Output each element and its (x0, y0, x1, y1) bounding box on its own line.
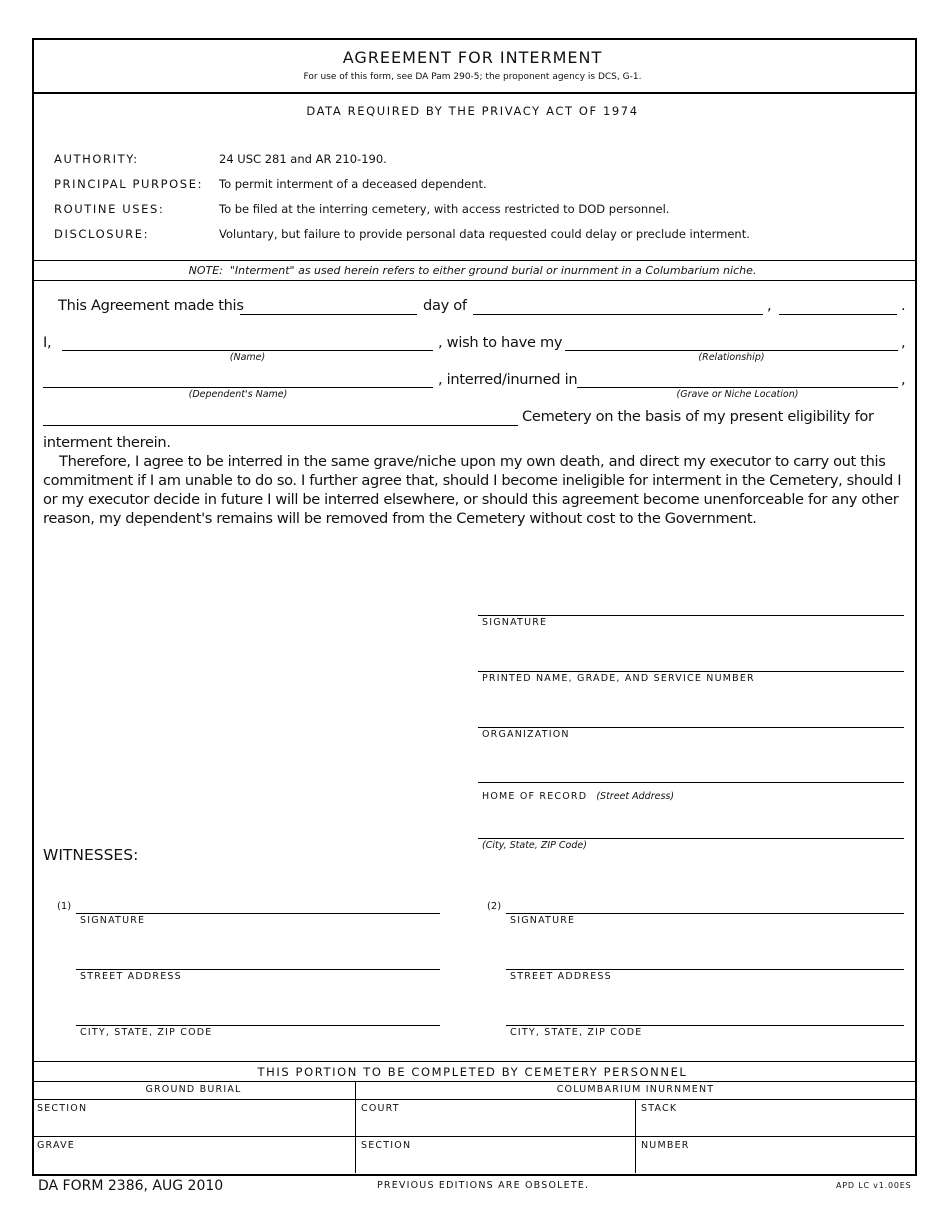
columbarium-section-label[interactable]: SECTION (361, 1140, 412, 1151)
wish-label: , wish to have my (438, 334, 563, 351)
form-subtitle: For use of this form, see DA Pam 290-5; the proponent agency is DCS, G-1. (303, 72, 642, 82)
city-caption: (City, State, ZIP Code) (482, 840, 587, 851)
relationship-caption: (Relationship) (698, 352, 765, 363)
name-caption: (Name) (229, 352, 266, 363)
privacy-label-authority: AUTHORITY: (54, 152, 139, 166)
privacy-divider (32, 260, 915, 261)
made-month-field[interactable] (473, 314, 763, 315)
printed-name-label: PRINTED NAME, GRADE, AND SERVICE NUMBER (482, 673, 755, 684)
cemetery-row-divider (32, 1136, 915, 1137)
i-label: I, (43, 334, 52, 351)
columbarium-court-label[interactable]: COURT (361, 1103, 400, 1114)
header-divider (32, 92, 915, 94)
made-day-field[interactable] (240, 314, 417, 315)
witness-2-number: (2) (487, 901, 502, 912)
relationship-field[interactable] (565, 350, 898, 351)
witness-1-number: (1) (57, 901, 72, 912)
signature-field[interactable] (478, 615, 904, 616)
location-field[interactable] (577, 387, 898, 388)
cemetery-col-divider-1 (355, 1081, 356, 1173)
ground-burial-header: GROUND BURIAL (145, 1084, 242, 1095)
form-number: DA FORM 2386, AUG 2010 (38, 1178, 224, 1194)
privacy-heading: DATA REQUIRED BY THE PRIVACY ACT OF 1974 (306, 104, 639, 118)
version-label: APD LC v1.00ES (836, 1181, 912, 1190)
privacy-label-disclosure: DISCLOSURE: (54, 227, 150, 241)
cemetery-name-field[interactable] (43, 425, 518, 426)
home-record-text: HOME OF RECORD (482, 791, 588, 802)
location-caption: (Grave or Niche Location) (676, 389, 799, 400)
obsolete-note: PREVIOUS EDITIONS ARE OBSOLETE. (377, 1180, 590, 1191)
cemetery-top-divider (32, 1061, 915, 1062)
witness-1-signature-field[interactable] (76, 913, 440, 914)
home-city-field[interactable] (478, 838, 904, 839)
interred-label: , interred/inurned in (438, 371, 578, 388)
note-line (32, 264, 913, 277)
comma-1: , (767, 297, 772, 314)
columbarium-number-label[interactable]: NUMBER (641, 1140, 690, 1151)
note-prefix: NOTE: (188, 264, 223, 277)
signature-label: SIGNATURE (482, 617, 548, 628)
made-this-label: This Agreement made this (58, 297, 244, 314)
printed-name-field[interactable] (478, 671, 904, 672)
witness-1-signature-label: SIGNATURE (80, 915, 146, 926)
ground-grave-label[interactable]: GRAVE (37, 1140, 75, 1151)
cemetery-subheader-divider (32, 1099, 915, 1100)
form-title: AGREEMENT FOR INTERMENT (342, 48, 603, 67)
privacy-value-disclosure: Voluntary, but failure to provide personal data requested could delay or preclude interment. (219, 227, 750, 241)
day-of-label: day of (423, 297, 467, 314)
witness-1-street-field[interactable] (76, 969, 440, 970)
comma-3: , (901, 371, 906, 388)
organization-label: ORGANIZATION (482, 729, 570, 740)
dependent-name-field[interactable] (43, 387, 433, 388)
agreement-paragraph: Therefore, I agree to be interred in the same grave/niche upon my own death, and direct my executor to carry out this commitment if I am unable to do so. I further agree that, should I become ineligible for interment in the Cemetery, should I or my executor decide in future I will be interred elsewhere, or should this agreement become unenforceable for any other reason, my dependent's remains will be removed from the Cemetery without cost to the Government. (43, 453, 902, 527)
privacy-label-routine: ROUTINE USES: (54, 202, 165, 216)
privacy-label-purpose: PRINCIPAL PURPOSE: (54, 177, 204, 191)
made-year-field[interactable] (779, 314, 897, 315)
name-field[interactable] (62, 350, 433, 351)
witness-1-city-field[interactable] (76, 1025, 440, 1026)
privacy-value-purpose: To permit interment of a deceased dependent. (219, 177, 487, 191)
privacy-value-routine: To be filed at the interring cemetery, with access restricted to DOD personnel. (219, 202, 670, 216)
witness-1-city-label: CITY, STATE, ZIP CODE (80, 1027, 213, 1038)
witness-2-signature-label: SIGNATURE (510, 915, 576, 926)
columbarium-stack-label[interactable]: STACK (641, 1103, 678, 1114)
cemetery-heading-divider (32, 1081, 915, 1082)
organization-field[interactable] (478, 727, 904, 728)
note-text: "Interment" as used herein refers to either ground burial or inurnment in a Columbarium niche. (229, 264, 757, 277)
witness-2-city-field[interactable] (506, 1025, 904, 1026)
columbarium-header: COLUMBARIUM INURNMENT (556, 1084, 715, 1095)
witness-2-city-label: CITY, STATE, ZIP CODE (510, 1027, 643, 1038)
cemetery-label: Cemetery on the basis of my present eligibility for (522, 408, 874, 425)
witness-2-signature-field[interactable] (506, 913, 904, 914)
witness-1-street-label: STREET ADDRESS (80, 971, 182, 982)
dependent-caption: (Dependent's Name) (188, 389, 288, 400)
period-1: . (901, 297, 906, 314)
home-record-label (482, 784, 674, 803)
cemetery-heading: THIS PORTION TO BE COMPLETED BY CEMETERY PERSONNEL (257, 1065, 688, 1079)
witnesses-heading: WITNESSES: (43, 846, 139, 864)
ground-section-label[interactable]: SECTION (37, 1103, 88, 1114)
witness-2-street-label: STREET ADDRESS (510, 971, 612, 982)
home-street-field[interactable] (478, 782, 904, 783)
street-caption: (Street Address) (596, 791, 675, 802)
witness-2-street-field[interactable] (506, 969, 904, 970)
comma-2: , (901, 334, 906, 351)
therein-label: interment therein. (43, 434, 171, 451)
privacy-value-authority: 24 USC 281 and AR 210-190. (219, 152, 387, 166)
note-divider (32, 280, 915, 281)
